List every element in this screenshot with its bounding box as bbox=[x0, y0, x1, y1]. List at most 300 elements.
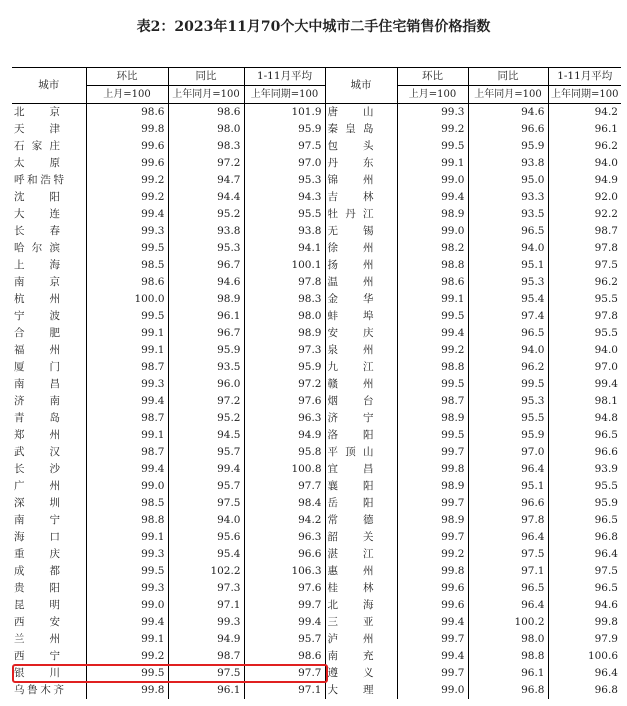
city-cell-right: 唐山 bbox=[327, 106, 374, 118]
table-row bbox=[12, 563, 621, 580]
avg-cell: 97.0 bbox=[244, 155, 325, 172]
city-cell: 银川 bbox=[14, 667, 60, 679]
mom-cell-right: 99.5 bbox=[397, 427, 468, 444]
yoy-cell: 97.5 bbox=[168, 665, 244, 682]
yoy-cell: 98.3 bbox=[168, 138, 244, 155]
avg-cell: 95.9 bbox=[244, 359, 325, 376]
avg-cell: 95.8 bbox=[244, 444, 325, 461]
mom-cell-right: 99.7 bbox=[397, 444, 468, 461]
mom-cell-right: 99.8 bbox=[397, 563, 468, 580]
city-cell: 广州 bbox=[14, 480, 60, 492]
city-cell: 福州 bbox=[14, 344, 60, 356]
mom-cell: 99.6 bbox=[86, 155, 168, 172]
mom-cell-right: 99.7 bbox=[397, 529, 468, 546]
mom-cell: 99.8 bbox=[86, 121, 168, 138]
mom-cell: 99.6 bbox=[86, 138, 168, 155]
mom-cell: 98.8 bbox=[86, 512, 168, 529]
yoy-cell: 94.4 bbox=[168, 189, 244, 206]
mom-cell: 99.1 bbox=[86, 342, 168, 359]
yoy-cell-right: 97.4 bbox=[468, 308, 548, 325]
mom-cell-right: 98.8 bbox=[397, 257, 468, 274]
city-cell-right: 北海 bbox=[327, 599, 374, 611]
mom-cell: 98.7 bbox=[86, 359, 168, 376]
mom-cell-right: 99.7 bbox=[397, 631, 468, 648]
city-cell: 昆明 bbox=[14, 599, 60, 611]
avg-cell: 98.0 bbox=[244, 308, 325, 325]
yoy-cell: 95.7 bbox=[168, 478, 244, 495]
city-cell-right: 泉州 bbox=[327, 344, 374, 356]
yoy-cell-right: 95.0 bbox=[468, 172, 548, 189]
mom-cell: 99.2 bbox=[86, 189, 168, 206]
table-row bbox=[12, 240, 621, 257]
avg-cell: 98.3 bbox=[244, 291, 325, 308]
mom-cell: 99.4 bbox=[86, 206, 168, 223]
city-cell: 郑州 bbox=[14, 429, 60, 441]
table-row bbox=[12, 257, 621, 274]
yoy-cell-right: 95.1 bbox=[468, 257, 548, 274]
avg-cell-right: 96.8 bbox=[548, 682, 621, 699]
avg-cell-right: 95.5 bbox=[548, 478, 621, 495]
table-row bbox=[12, 478, 621, 495]
city-cell: 深圳 bbox=[14, 497, 60, 509]
mom-cell: 100.0 bbox=[86, 291, 168, 308]
yoy-cell: 97.5 bbox=[168, 495, 244, 512]
table-row bbox=[12, 325, 621, 342]
table-row bbox=[12, 155, 621, 172]
avg-cell: 96.3 bbox=[244, 529, 325, 546]
city-cell-right: 无锡 bbox=[327, 225, 374, 237]
yoy-cell: 98.6 bbox=[168, 104, 244, 122]
avg-cell-right: 94.6 bbox=[548, 597, 621, 614]
avg-cell: 94.2 bbox=[244, 512, 325, 529]
table-body bbox=[12, 104, 621, 700]
table-row bbox=[12, 138, 621, 155]
mom-cell: 99.5 bbox=[86, 240, 168, 257]
avg-cell-right: 99.8 bbox=[548, 614, 621, 631]
avg-cell-right: 96.5 bbox=[548, 512, 621, 529]
yoy-cell-right: 99.5 bbox=[468, 376, 548, 393]
avg-cell: 98.4 bbox=[244, 495, 325, 512]
yoy-cell: 99.4 bbox=[168, 461, 244, 478]
table-row bbox=[12, 546, 621, 563]
table-row bbox=[12, 631, 621, 648]
yoy-cell: 95.2 bbox=[168, 206, 244, 223]
avg-cell-right: 98.1 bbox=[548, 393, 621, 410]
avg-header-right: 1-11月平均 bbox=[548, 68, 621, 86]
table-title: 表2：2023年11月70个大中城市二手住宅销售价格指数 bbox=[136, 19, 491, 35]
yoy-cell: 98.0 bbox=[168, 121, 244, 138]
city-cell-right: 泸州 bbox=[327, 633, 374, 645]
yoy-cell: 96.1 bbox=[168, 682, 244, 699]
mom-cell-right: 99.4 bbox=[397, 189, 468, 206]
table-row bbox=[12, 427, 621, 444]
yoy-cell: 95.3 bbox=[168, 240, 244, 257]
yoy-cell: 96.7 bbox=[168, 325, 244, 342]
city-cell: 太原 bbox=[14, 157, 60, 169]
avg-cell-right: 95.9 bbox=[548, 495, 621, 512]
yoy-cell: 94.5 bbox=[168, 427, 244, 444]
yoy-cell: 94.6 bbox=[168, 274, 244, 291]
table-row bbox=[12, 274, 621, 291]
mom-cell: 99.3 bbox=[86, 376, 168, 393]
mom-cell-right: 99.4 bbox=[397, 648, 468, 665]
city-cell-right: 牡丹江 bbox=[327, 208, 374, 220]
mom-cell: 98.5 bbox=[86, 495, 168, 512]
yoy-cell: 97.3 bbox=[168, 580, 244, 597]
mom-cell-right: 99.0 bbox=[397, 682, 468, 699]
avg-cell-right: 96.5 bbox=[548, 580, 621, 597]
city-cell-right: 洛阳 bbox=[327, 429, 374, 441]
yoy-cell-right: 96.8 bbox=[468, 682, 548, 699]
avg-cell-right: 97.5 bbox=[548, 563, 621, 580]
header-row-1 bbox=[12, 68, 621, 86]
yoy-cell: 96.0 bbox=[168, 376, 244, 393]
yoy-cell: 99.3 bbox=[168, 614, 244, 631]
price-index-table bbox=[12, 67, 621, 699]
city-cell-right: 惠州 bbox=[327, 565, 374, 577]
avg-cell: 99.7 bbox=[244, 597, 325, 614]
avg-base-right: 上年同期=100 bbox=[548, 86, 621, 104]
table-row bbox=[12, 308, 621, 325]
avg-base: 上年同期=100 bbox=[244, 86, 325, 104]
mom-base-right: 上月=100 bbox=[397, 86, 468, 104]
mom-cell-right: 99.2 bbox=[397, 121, 468, 138]
avg-cell: 99.4 bbox=[244, 614, 325, 631]
city-cell: 杭州 bbox=[14, 293, 60, 305]
yoy-cell-right: 94.6 bbox=[468, 104, 548, 122]
avg-cell: 98.6 bbox=[244, 648, 325, 665]
yoy-cell-right: 94.0 bbox=[468, 240, 548, 257]
yoy-cell-right: 97.1 bbox=[468, 563, 548, 580]
avg-cell: 95.5 bbox=[244, 206, 325, 223]
city-cell: 济南 bbox=[14, 395, 60, 407]
highlight-box bbox=[12, 664, 328, 683]
city-cell-right: 温州 bbox=[327, 276, 374, 288]
city-cell: 厦门 bbox=[14, 361, 60, 373]
yoy-cell: 97.1 bbox=[168, 597, 244, 614]
avg-cell: 94.1 bbox=[244, 240, 325, 257]
city-cell: 宁波 bbox=[14, 310, 60, 322]
city-cell: 贵阳 bbox=[14, 582, 60, 594]
table-row bbox=[12, 580, 621, 597]
city-cell-right: 金华 bbox=[327, 293, 374, 305]
city-cell-right: 湛江 bbox=[327, 548, 374, 560]
avg-cell: 96.3 bbox=[244, 410, 325, 427]
city-cell: 长沙 bbox=[14, 463, 60, 475]
avg-cell: 97.6 bbox=[244, 580, 325, 597]
mom-cell-right: 99.2 bbox=[397, 342, 468, 359]
yoy-cell-right: 95.3 bbox=[468, 274, 548, 291]
yoy-cell: 94.7 bbox=[168, 172, 244, 189]
mom-cell: 99.5 bbox=[86, 563, 168, 580]
mom-cell-right: 99.4 bbox=[397, 614, 468, 631]
mom-cell-right: 98.2 bbox=[397, 240, 468, 257]
yoy-cell-right: 93.3 bbox=[468, 189, 548, 206]
city-header-right: 城市 bbox=[325, 68, 397, 104]
avg-cell-right: 96.4 bbox=[548, 546, 621, 563]
avg-cell-right: 96.4 bbox=[548, 665, 621, 682]
yoy-cell: 93.5 bbox=[168, 359, 244, 376]
avg-header: 1-11月平均 bbox=[244, 68, 325, 86]
avg-cell-right: 95.5 bbox=[548, 325, 621, 342]
avg-cell: 93.8 bbox=[244, 223, 325, 240]
yoy-cell-right: 100.2 bbox=[468, 614, 548, 631]
table-row bbox=[12, 104, 621, 122]
avg-cell-right: 97.8 bbox=[548, 240, 621, 257]
mom-cell-right: 99.4 bbox=[397, 325, 468, 342]
mom-cell: 99.1 bbox=[86, 325, 168, 342]
yoy-cell-right: 96.4 bbox=[468, 529, 548, 546]
mom-cell: 99.4 bbox=[86, 461, 168, 478]
table-row bbox=[12, 291, 621, 308]
mom-cell: 99.0 bbox=[86, 478, 168, 495]
yoy-cell-right: 95.4 bbox=[468, 291, 548, 308]
mom-cell-right: 98.8 bbox=[397, 359, 468, 376]
yoy-cell-right: 95.3 bbox=[468, 393, 548, 410]
yoy-base-right: 上年同月=100 bbox=[468, 86, 548, 104]
mom-cell: 99.4 bbox=[86, 393, 168, 410]
city-cell: 青岛 bbox=[14, 412, 60, 424]
table-row bbox=[12, 206, 621, 223]
city-header: 城市 bbox=[12, 68, 86, 104]
avg-cell: 100.1 bbox=[244, 257, 325, 274]
header-row-2 bbox=[12, 86, 621, 104]
city-cell-right: 九江 bbox=[327, 361, 374, 373]
avg-cell: 97.7 bbox=[244, 665, 325, 682]
city-cell-right: 秦皇岛 bbox=[327, 123, 374, 135]
yoy-header: 同比 bbox=[168, 68, 244, 86]
mom-base: 上月=100 bbox=[86, 86, 168, 104]
mom-cell: 99.5 bbox=[86, 308, 168, 325]
yoy-cell-right: 93.8 bbox=[468, 155, 548, 172]
yoy-cell-right: 97.0 bbox=[468, 444, 548, 461]
mom-cell: 99.2 bbox=[86, 648, 168, 665]
table-row bbox=[12, 376, 621, 393]
city-cell: 兰州 bbox=[14, 633, 60, 645]
city-cell-right: 大理 bbox=[327, 684, 374, 696]
table-row bbox=[12, 342, 621, 359]
avg-cell-right: 95.5 bbox=[548, 291, 621, 308]
avg-cell: 97.1 bbox=[244, 682, 325, 699]
mom-cell-right: 98.7 bbox=[397, 393, 468, 410]
avg-cell-right: 97.9 bbox=[548, 631, 621, 648]
city-cell: 武汉 bbox=[14, 446, 60, 458]
yoy-cell-right: 96.5 bbox=[468, 223, 548, 240]
mom-header: 环比 bbox=[86, 68, 168, 86]
avg-cell: 101.9 bbox=[244, 104, 325, 122]
yoy-cell: 96.1 bbox=[168, 308, 244, 325]
city-cell: 呼和浩特 bbox=[14, 174, 64, 186]
avg-cell-right: 94.8 bbox=[548, 410, 621, 427]
mom-cell-right: 99.0 bbox=[397, 172, 468, 189]
city-cell-right: 济宁 bbox=[327, 412, 374, 424]
mom-cell: 99.1 bbox=[86, 529, 168, 546]
mom-cell-right: 98.9 bbox=[397, 512, 468, 529]
mom-cell-right: 98.6 bbox=[397, 274, 468, 291]
city-cell-right: 常德 bbox=[327, 514, 374, 526]
mom-cell-right: 99.2 bbox=[397, 546, 468, 563]
mom-cell: 99.1 bbox=[86, 631, 168, 648]
mom-cell: 98.7 bbox=[86, 410, 168, 427]
yoy-cell: 96.7 bbox=[168, 257, 244, 274]
mom-cell: 99.2 bbox=[86, 172, 168, 189]
mom-cell-right: 99.7 bbox=[397, 665, 468, 682]
yoy-cell: 94.9 bbox=[168, 631, 244, 648]
avg-cell-right: 96.2 bbox=[548, 138, 621, 155]
city-cell-right: 包头 bbox=[327, 140, 374, 152]
city-cell-right: 安庆 bbox=[327, 327, 374, 339]
city-cell-right: 襄阳 bbox=[327, 480, 374, 492]
mom-cell: 98.6 bbox=[86, 274, 168, 291]
mom-cell-right: 99.5 bbox=[397, 138, 468, 155]
mom-cell: 99.3 bbox=[86, 223, 168, 240]
avg-cell-right: 92.2 bbox=[548, 206, 621, 223]
city-cell: 重庆 bbox=[14, 548, 60, 560]
yoy-cell-right: 97.5 bbox=[468, 546, 548, 563]
avg-cell-right: 94.2 bbox=[548, 104, 621, 122]
city-cell: 长春 bbox=[14, 225, 60, 237]
avg-cell-right: 96.1 bbox=[548, 121, 621, 138]
avg-cell: 96.6 bbox=[244, 546, 325, 563]
avg-cell: 94.3 bbox=[244, 189, 325, 206]
city-cell: 大连 bbox=[14, 208, 60, 220]
avg-cell: 95.3 bbox=[244, 172, 325, 189]
yoy-cell-right: 96.4 bbox=[468, 461, 548, 478]
city-cell-right: 三亚 bbox=[327, 616, 374, 628]
city-cell-right: 平顶山 bbox=[327, 446, 374, 458]
yoy-cell-right: 95.9 bbox=[468, 427, 548, 444]
table-row bbox=[12, 597, 621, 614]
avg-cell-right: 96.5 bbox=[548, 427, 621, 444]
avg-cell-right: 99.4 bbox=[548, 376, 621, 393]
mom-cell: 99.3 bbox=[86, 546, 168, 563]
avg-cell-right: 100.6 bbox=[548, 648, 621, 665]
city-cell: 南昌 bbox=[14, 378, 60, 390]
avg-cell-right: 96.2 bbox=[548, 274, 621, 291]
mom-cell: 98.5 bbox=[86, 257, 168, 274]
mom-cell: 99.3 bbox=[86, 580, 168, 597]
avg-cell-right: 94.0 bbox=[548, 155, 621, 172]
mom-cell: 99.8 bbox=[86, 682, 168, 699]
table-row bbox=[12, 529, 621, 546]
table-row bbox=[12, 359, 621, 376]
yoy-cell-right: 98.0 bbox=[468, 631, 548, 648]
city-cell: 沈阳 bbox=[14, 191, 60, 203]
table-row bbox=[12, 512, 621, 529]
avg-cell-right: 97.8 bbox=[548, 308, 621, 325]
avg-cell-right: 92.0 bbox=[548, 189, 621, 206]
mom-cell-right: 98.9 bbox=[397, 478, 468, 495]
yoy-cell-right: 96.5 bbox=[468, 325, 548, 342]
city-cell-right: 遵义 bbox=[327, 667, 374, 679]
mom-header-right: 环比 bbox=[397, 68, 468, 86]
table-row bbox=[12, 648, 621, 665]
city-cell-right: 蚌埠 bbox=[327, 310, 374, 322]
yoy-cell: 93.8 bbox=[168, 223, 244, 240]
city-cell: 上海 bbox=[14, 259, 60, 271]
yoy-cell-right: 96.2 bbox=[468, 359, 548, 376]
avg-cell-right: 96.6 bbox=[548, 444, 621, 461]
yoy-cell: 102.2 bbox=[168, 563, 244, 580]
city-cell-right: 南充 bbox=[327, 650, 374, 662]
mom-cell-right: 99.5 bbox=[397, 376, 468, 393]
city-cell-right: 锦州 bbox=[327, 174, 374, 186]
yoy-cell: 98.7 bbox=[168, 648, 244, 665]
yoy-cell: 97.2 bbox=[168, 393, 244, 410]
city-cell-right: 岳阳 bbox=[327, 497, 374, 509]
yoy-cell-right: 94.0 bbox=[468, 342, 548, 359]
mom-cell: 99.5 bbox=[86, 665, 168, 682]
avg-cell-right: 98.7 bbox=[548, 223, 621, 240]
city-cell: 乌鲁木齐 bbox=[14, 684, 64, 696]
avg-cell-right: 94.0 bbox=[548, 342, 621, 359]
yoy-cell-right: 98.8 bbox=[468, 648, 548, 665]
avg-cell: 97.3 bbox=[244, 342, 325, 359]
yoy-cell: 95.7 bbox=[168, 444, 244, 461]
yoy-cell: 95.2 bbox=[168, 410, 244, 427]
mom-cell-right: 99.6 bbox=[397, 597, 468, 614]
city-cell-right: 宜昌 bbox=[327, 463, 374, 475]
mom-cell: 99.4 bbox=[86, 614, 168, 631]
avg-cell-right: 97.5 bbox=[548, 257, 621, 274]
table-row bbox=[12, 172, 621, 189]
table-row bbox=[12, 461, 621, 478]
city-cell: 西宁 bbox=[14, 650, 60, 662]
yoy-cell-right: 97.8 bbox=[468, 512, 548, 529]
city-cell: 合肥 bbox=[14, 327, 60, 339]
avg-cell: 97.5 bbox=[244, 138, 325, 155]
city-cell-right: 桂林 bbox=[327, 582, 374, 594]
yoy-cell: 97.2 bbox=[168, 155, 244, 172]
yoy-cell: 95.6 bbox=[168, 529, 244, 546]
avg-cell: 106.3 bbox=[244, 563, 325, 580]
city-cell: 石家庄 bbox=[14, 140, 60, 152]
city-cell: 哈尔滨 bbox=[14, 242, 60, 254]
yoy-base: 上年同月=100 bbox=[168, 86, 244, 104]
mom-cell: 98.7 bbox=[86, 444, 168, 461]
city-cell-right: 赣州 bbox=[327, 378, 374, 390]
yoy-cell-right: 95.9 bbox=[468, 138, 548, 155]
table-row bbox=[12, 682, 621, 699]
mom-cell-right: 99.0 bbox=[397, 223, 468, 240]
city-cell-right: 烟台 bbox=[327, 395, 374, 407]
mom-cell: 99.1 bbox=[86, 427, 168, 444]
yoy-cell-right: 96.1 bbox=[468, 665, 548, 682]
yoy-cell-right: 96.6 bbox=[468, 121, 548, 138]
yoy-cell-right: 96.5 bbox=[468, 580, 548, 597]
yoy-cell: 98.9 bbox=[168, 291, 244, 308]
yoy-cell-right: 96.4 bbox=[468, 597, 548, 614]
avg-cell-right: 94.9 bbox=[548, 172, 621, 189]
city-cell: 北京 bbox=[14, 106, 60, 118]
mom-cell-right: 99.1 bbox=[397, 155, 468, 172]
table-row bbox=[12, 189, 621, 206]
table-row bbox=[12, 614, 621, 631]
mom-cell-right: 98.9 bbox=[397, 410, 468, 427]
table-row bbox=[12, 393, 621, 410]
city-cell: 西安 bbox=[14, 616, 60, 628]
mom-cell-right: 99.8 bbox=[397, 461, 468, 478]
avg-cell: 97.7 bbox=[244, 478, 325, 495]
avg-cell: 97.6 bbox=[244, 393, 325, 410]
table-row bbox=[12, 410, 621, 427]
city-cell-right: 丹东 bbox=[327, 157, 374, 169]
mom-cell-right: 99.6 bbox=[397, 580, 468, 597]
yoy-cell-right: 96.6 bbox=[468, 495, 548, 512]
avg-cell: 95.7 bbox=[244, 631, 325, 648]
avg-cell: 97.2 bbox=[244, 376, 325, 393]
city-cell-right: 徐州 bbox=[327, 242, 374, 254]
